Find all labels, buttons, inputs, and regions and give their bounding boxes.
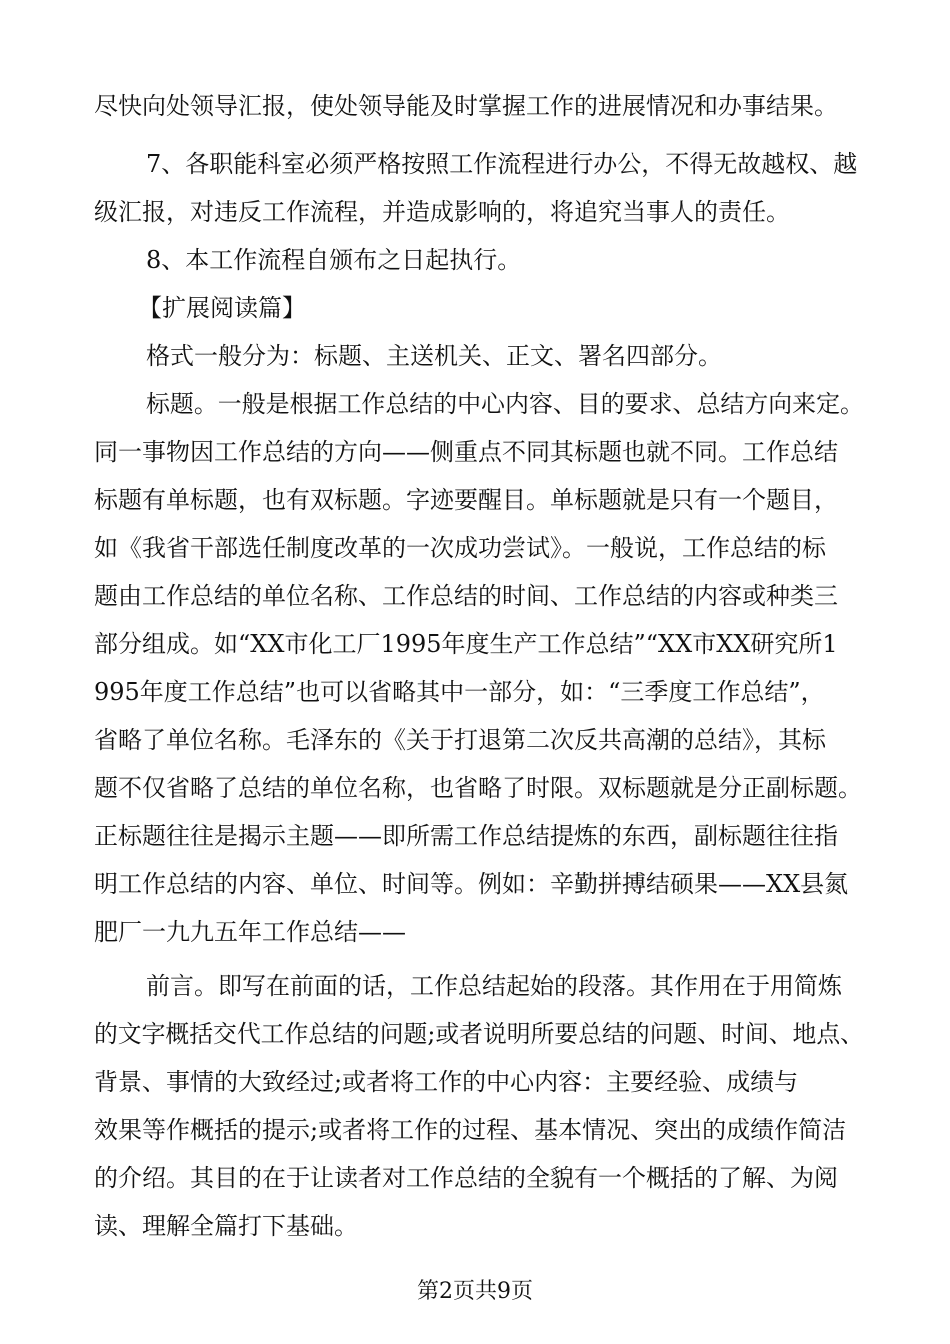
text-line: 7、各职能科室必须严格按照工作流程进行办公，不得无故越权、越 bbox=[146, 150, 858, 178]
text-line: 正标题往往是揭示主题——即所需工作总结提炼的东西，副标题往往指 bbox=[94, 822, 838, 850]
text-line: 前言。即写在前面的话，工作总结起始的段落。其作用在于用简炼 bbox=[146, 972, 842, 1000]
text-line: 标题有单标题，也有双标题。字迹要醒目。单标题就是只有一个题目， bbox=[94, 486, 838, 514]
text-line: 格式一般分为：标题、主送机关、正文、署名四部分。 bbox=[146, 342, 722, 370]
text-line: 995年度工作总结”也可以省略其中一部分，如：“三季度工作总结”， bbox=[94, 678, 825, 706]
section-heading: 【扩展阅读篇】 bbox=[138, 294, 306, 322]
text-line: 题不仅省略了总结的单位名称，也省略了时限。双标题就是分正副标题。 bbox=[94, 774, 862, 802]
text-line: 题由工作总结的单位名称、工作总结的时间、工作总结的内容或种类三 bbox=[94, 582, 838, 610]
text-line: 的介绍。其目的在于让读者对工作总结的全貌有一个概括的了解、为阅 bbox=[94, 1164, 838, 1192]
text-line: 尽快向处领导汇报，使处领导能及时掌握工作的进展情况和办事结果。 bbox=[94, 92, 838, 120]
text-line: 效果等作概括的提示;或者将工作的过程、基本情况、突出的成绩作简洁 bbox=[94, 1116, 847, 1144]
text-line: 的文字概括交代工作总结的问题;或者说明所要总结的问题、时间、地点、 bbox=[94, 1020, 864, 1048]
page-number-footer: 第2页共9页 bbox=[417, 1279, 533, 1304]
text-line: 省略了单位名称。毛泽东的《关于打退第二次反共高潮的总结》，其标 bbox=[94, 726, 826, 754]
text-line: 8、本工作流程自颁布之日起执行。 bbox=[146, 246, 522, 274]
text-line: 如《我省干部选任制度改革的一次成功尝试》。一般说，工作总结的标 bbox=[94, 534, 826, 562]
text-line: 部分组成。如“XX市化工厂1995年度生产工作总结”“XX市XX研究所1 bbox=[94, 630, 838, 658]
text-line: 背景、事情的大致经过;或者将工作的中心内容：主要经验、成绩与 bbox=[94, 1068, 799, 1096]
text-line: 肥厂一九九五年工作总结—— bbox=[94, 918, 406, 946]
text-line: 标题。一般是根据工作总结的中心内容、目的要求、总结方向来定。 bbox=[146, 390, 864, 418]
text-line: 读、理解全篇打下基础。 bbox=[94, 1212, 358, 1240]
text-line: 明工作总结的内容、单位、时间等。例如：辛勤拼搏结硕果——XX县氮 bbox=[94, 870, 849, 898]
text-line: 同一事物因工作总结的方向——侧重点不同其标题也就不同。工作总结 bbox=[94, 438, 838, 466]
text-line: 级汇报，对违反工作流程，并造成影响的，将追究当事人的责任。 bbox=[94, 198, 790, 226]
